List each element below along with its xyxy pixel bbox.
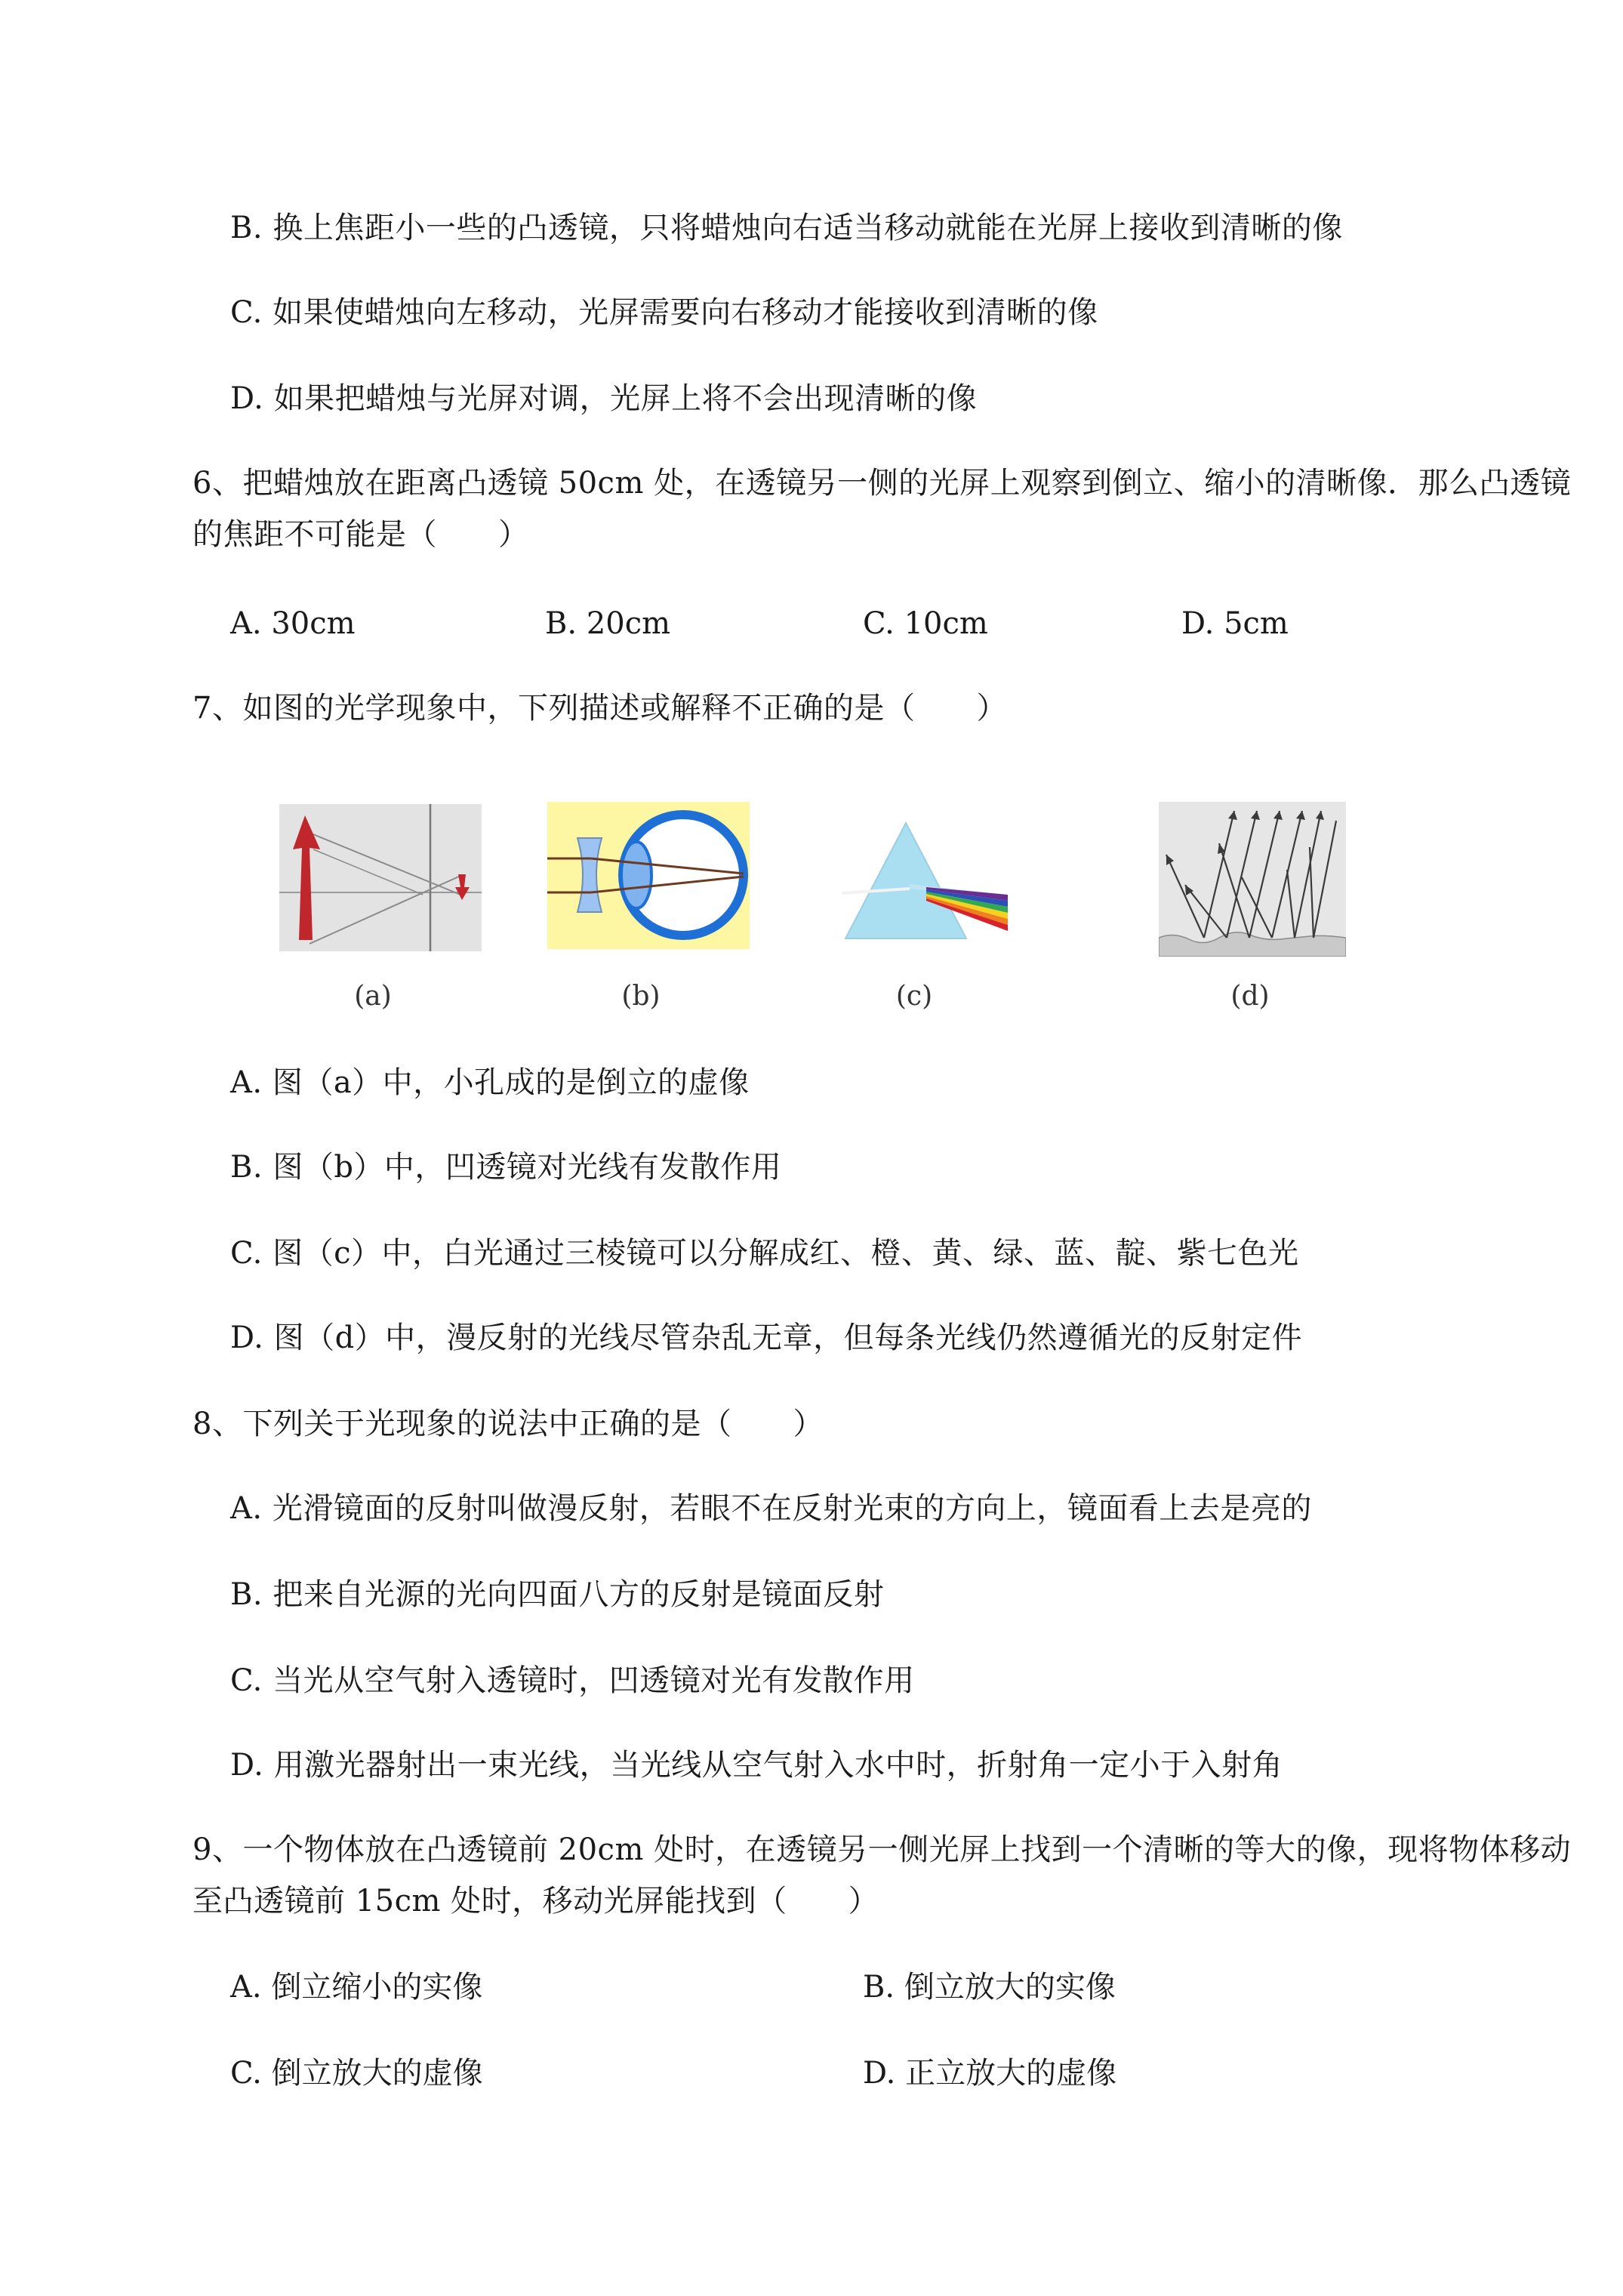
q5-option-c: C. 如果使蜡烛向左移动，光屏需要向右移动才能接收到清晰的像 (230, 295, 1098, 330)
q6-option-b: B. 20cm (545, 606, 671, 641)
q9-option-b: B. 倒立放大的实像 (863, 1970, 1116, 2005)
q7-stem: 7、如图的光学现象中，下列描述或解释不正确的是（ ） (192, 691, 1007, 726)
caption-d: (d) (1230, 981, 1270, 1012)
q6-stem-line1: 6、把蜡烛放在距离凸透镜 50cm 处，在透镜另一侧的光屏上观察到倒立、缩小的清晰像．那么凸透镜 (192, 466, 1572, 501)
q8-option-b: B. 把来自光源的光向四面八方的反射是镜面反射 (230, 1577, 885, 1612)
q6-stem-line2: 的焦距不可能是（ ） (192, 517, 529, 552)
q8-option-d: D. 用激光器射出一束光线，当光线从空气射入水中时，折射角一定小于入射角 (230, 1748, 1283, 1783)
caption-c: (c) (895, 981, 933, 1012)
q7-option-c: C. 图（c）中，白光通过三棱镜可以分解成红、橙、黄、绿、蓝、靛、紫七色光 (230, 1236, 1299, 1271)
q7-option-a: A. 图（a）中，小孔成的是倒立的虚像 (230, 1065, 750, 1100)
q6-option-d: D. 5cm (1181, 606, 1289, 641)
q9-stem-line1: 9、一个物体放在凸透镜前 20cm 处时，在透镜另一侧光屏上找到一个清晰的等大的像，现将物体移动 (192, 1832, 1572, 1867)
figure-c-prism (842, 819, 1012, 940)
q8-option-a: A. 光滑镜面的反射叫做漫反射，若眼不在反射光束的方向上，镜面看上去是亮的 (230, 1491, 1312, 1526)
figure-a-pinhole (279, 804, 482, 951)
q9-option-a: A. 倒立缩小的实像 (230, 1970, 483, 2005)
q8-option-c: C. 当光从空气射入透镜时，凹透镜对光有发散作用 (230, 1663, 915, 1698)
caption-a: (a) (354, 981, 392, 1012)
q9-option-d: D. 正立放大的虚像 (863, 2056, 1117, 2091)
q7-option-d: D. 图（d）中，漫反射的光线尽管杂乱无章，但每条光线仍然遵循光的反射定件 (230, 1321, 1303, 1355)
figure-d-diffuse-reflection (1159, 802, 1346, 957)
q8-stem: 8、下列关于光现象的说法中正确的是（ ） (192, 1407, 824, 1441)
q6-option-c: C. 10cm (863, 606, 988, 641)
q7-option-b: B. 图（b）中，凹透镜对光线有发散作用 (230, 1150, 782, 1185)
q5-option-d: D. 如果把蜡烛与光屏对调，光屏上将不会出现清晰的像 (230, 381, 978, 416)
caption-b: (b) (621, 981, 661, 1012)
q9-option-c: C. 倒立放大的虚像 (230, 2056, 483, 2091)
figure-b-eye-lens (547, 802, 750, 949)
q5-option-b: B. 换上焦距小一些的凸透镜，只将蜡烛向右适当移动就能在光屏上接收到清晰的像 (230, 211, 1343, 245)
q6-option-a: A. 30cm (230, 606, 356, 641)
q9-stem-line2: 至凸透镜前 15cm 处时，移动光屏能找到（ ） (192, 1884, 879, 1918)
